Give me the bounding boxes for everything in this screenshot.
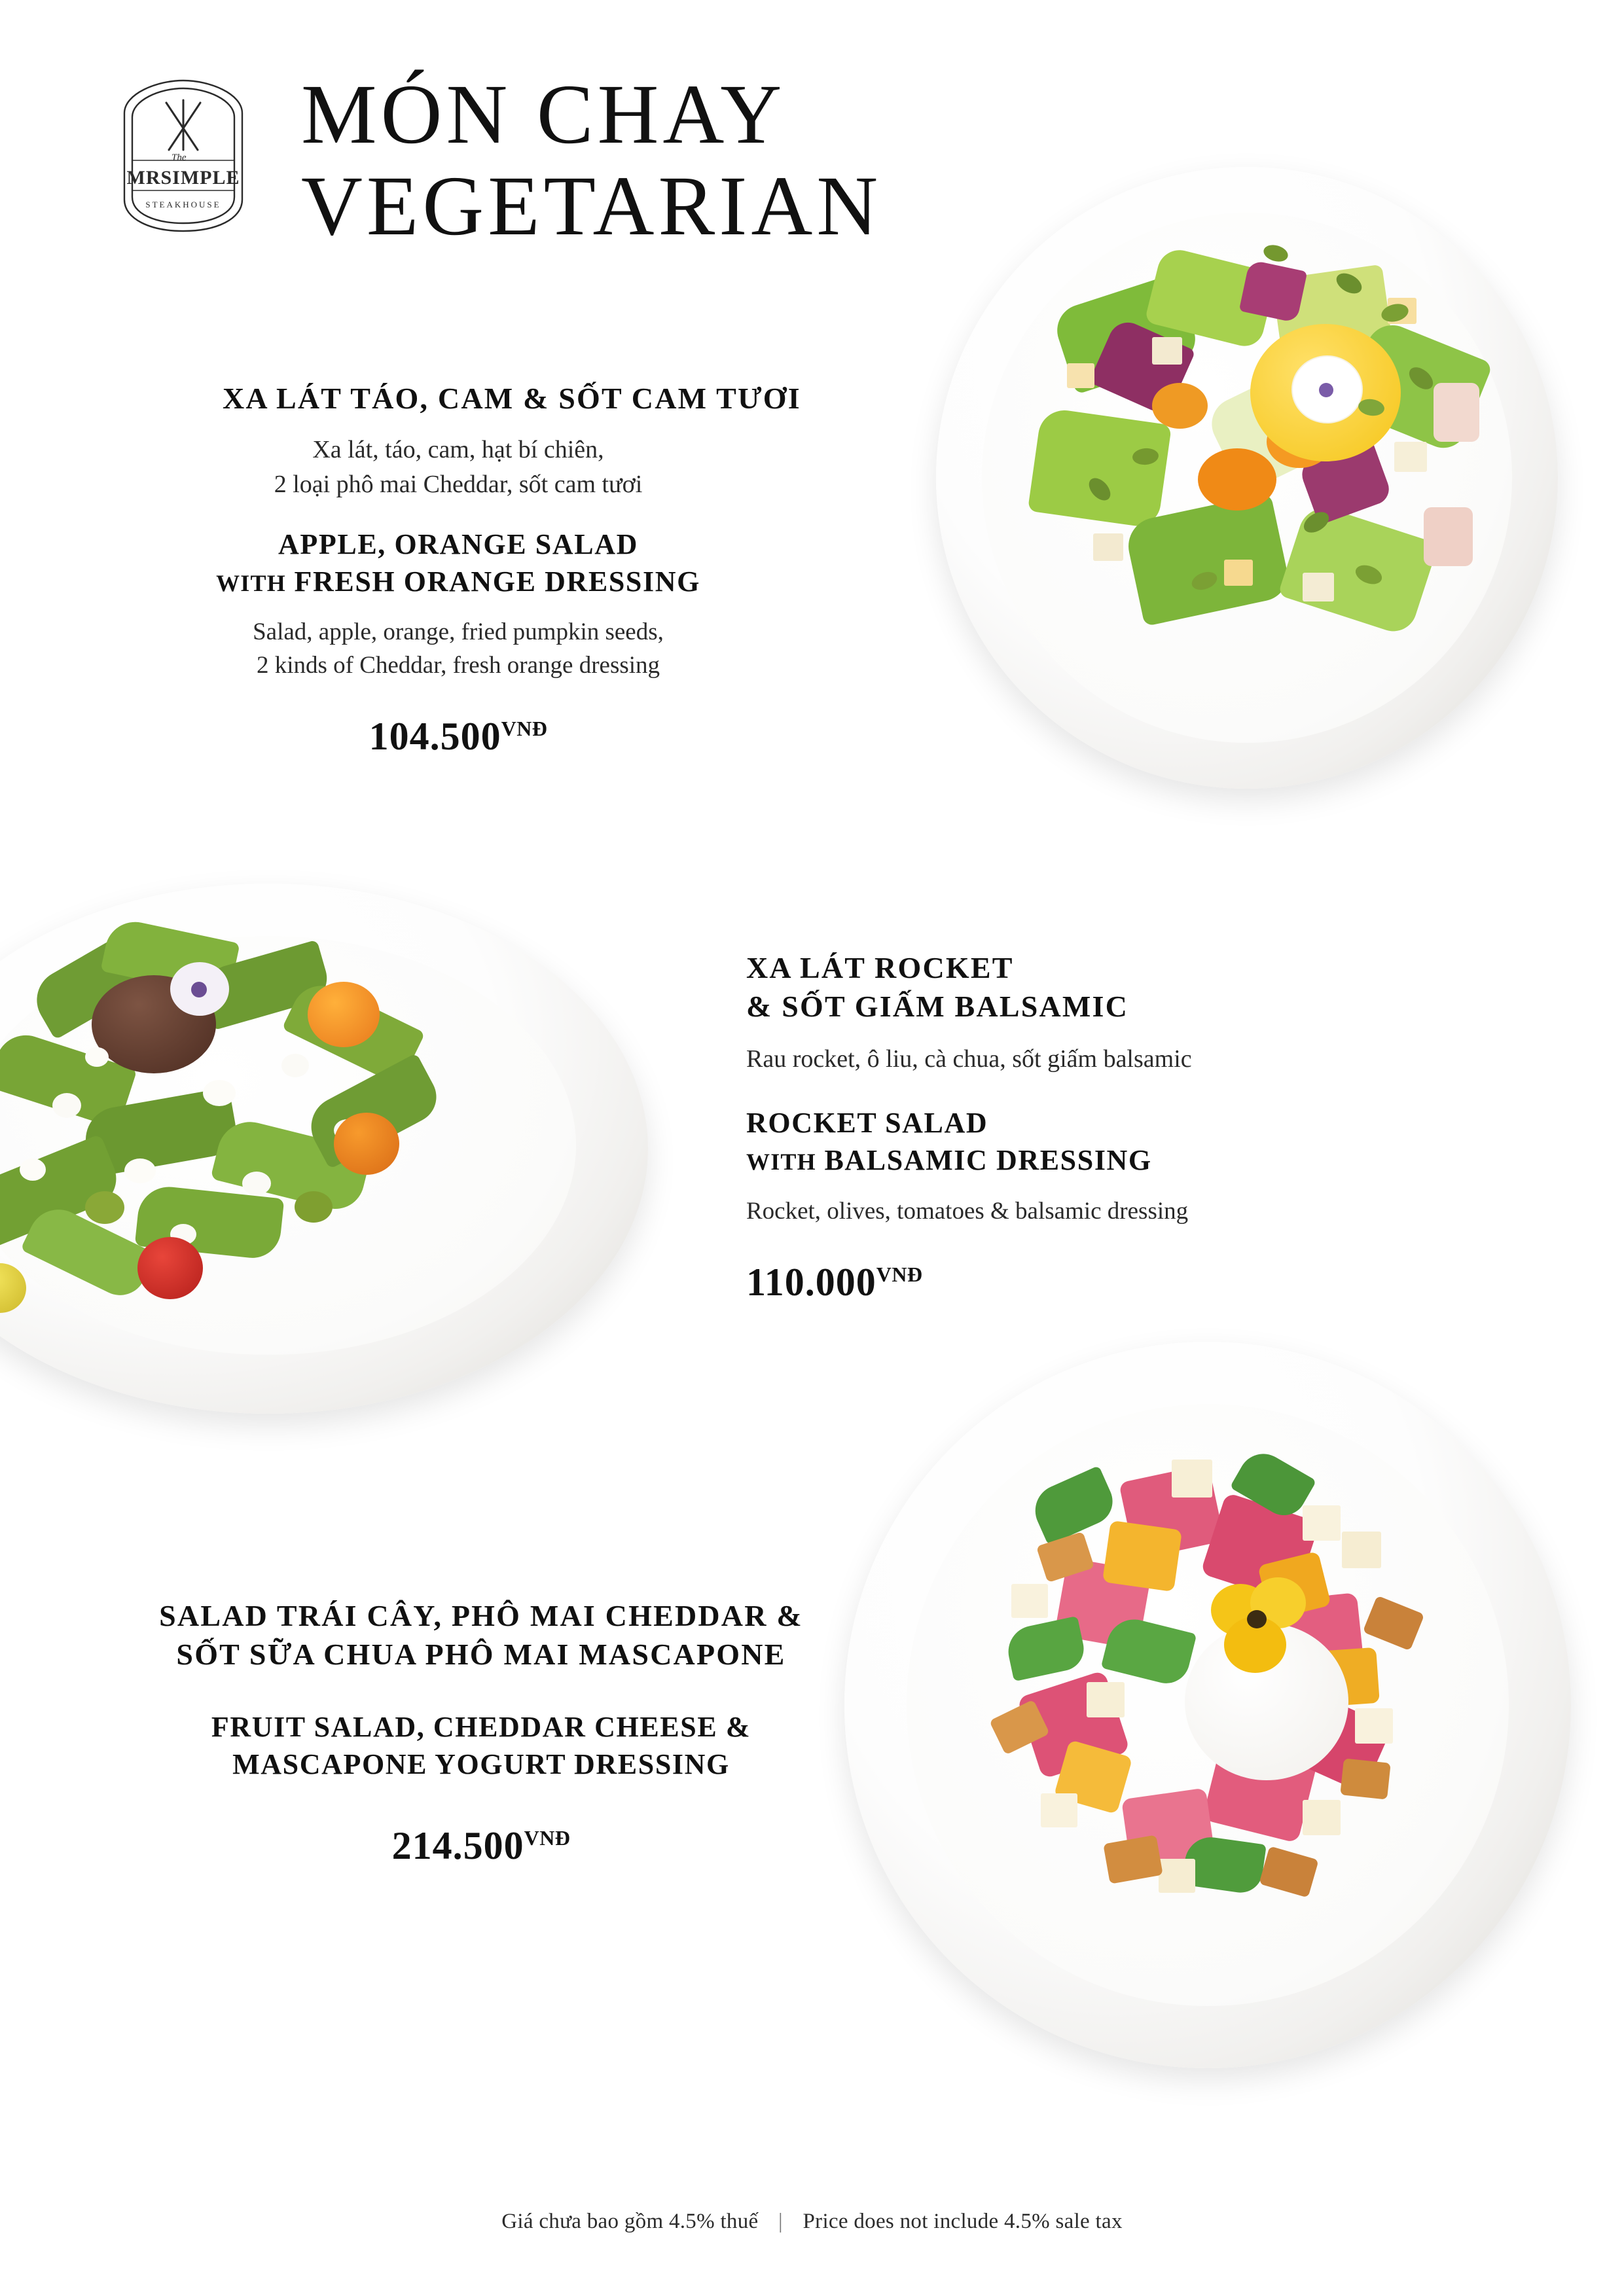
item3-price-value: 214.500 (391, 1824, 524, 1868)
item3-name-en-line2: MASCAPONE YOGURT DRESSING (232, 1748, 730, 1780)
item3-price (79, 1823, 884, 1869)
item1-price (98, 714, 916, 759)
logo-name-text: MRSIMPLE (126, 167, 240, 188)
dish-photo-fruit-salad (844, 1342, 1571, 2108)
item3-name-vi-line2: SỐT SỮA CHUA PHÔ MAI MASCAPONE (176, 1637, 786, 1671)
item2-desc-en: Rocket, olives, tomatoes & balsamic dressing (746, 1198, 1189, 1225)
item2-name-en-with: WITH (746, 1149, 816, 1175)
item3-price-currency: VNĐ (524, 1826, 571, 1850)
page-header (98, 62, 882, 259)
item3-name-en-line1: FRUIT SALAD, CHEDDAR CHEESE & (211, 1710, 751, 1743)
item3-name-en (79, 1708, 884, 1783)
item1-desc-en-line1: Salad, apple, orange, fried pumpkin seeds, (253, 618, 664, 645)
item3-name-vi-line1: SALAD TRÁI CÂY, PHÔ MAI CHEDDAR & (159, 1599, 803, 1632)
tax-note-en: Price does not include 4.5% sale tax (803, 2210, 1123, 2233)
tax-note-vi: Giá chưa bao gồm 4.5% thuế (501, 2210, 759, 2233)
item1-name-en-line1: APPLE, ORANGE SALAD (278, 528, 638, 561)
item1-desc-en (98, 615, 916, 683)
dish-photo-rocket-salad (0, 884, 674, 1427)
item1-desc-en-line2: 2 kinds of Cheddar, fresh orange dressing (256, 652, 660, 679)
restaurant-logo (98, 62, 268, 259)
item2-desc-vi: Rau rocket, ô liu, cà chua, sốt giấm balsamic (746, 1045, 1192, 1073)
item2-price-value: 110.000 (746, 1261, 876, 1304)
item2-name-en (746, 1104, 1499, 1179)
item2-name-en-line1: ROCKET SALAD (746, 1106, 988, 1139)
page-title-en: VEGETARIAN (301, 159, 882, 254)
item3-name-vi (79, 1597, 884, 1674)
item1-name-en (98, 526, 916, 600)
item1-desc-vi-line1: Xa lát, táo, cam, hạt bí chiên, (312, 435, 604, 463)
logo-script-text: The (171, 152, 187, 163)
item1-name-en-line2: FRESH ORANGE DRESSING (294, 565, 700, 598)
item1-desc-vi (98, 433, 916, 502)
item2-name-vi-line2: & SỐT GIẤM BALSAMIC (746, 989, 1129, 1023)
menu-item-rocket-salad (746, 949, 1499, 1305)
item2-name-vi-line1: XA LÁT ROCKET (746, 951, 1014, 984)
item1-desc-vi-line2: 2 loại phô mai Cheddar, sốt cam tươi (274, 471, 643, 499)
item2-price (746, 1260, 1499, 1305)
item2-name-en-line2: BALSAMIC DRESSING (824, 1144, 1152, 1177)
item1-price-value: 104.500 (369, 715, 501, 759)
item1-name-vi: XA LÁT TÁO, CAM & SỐT CAM TƯƠI (223, 382, 801, 415)
logo-sub-text: STEAKHOUSE (145, 200, 221, 209)
page-title-vi: MÓN CHAY (301, 67, 786, 162)
tax-note-footer (0, 2210, 1624, 2234)
menu-item-fruit-salad (79, 1597, 884, 1869)
footer-separator: | (778, 2210, 783, 2233)
page-title (301, 69, 882, 253)
item1-name-en-with: WITH (216, 570, 286, 597)
menu-item-apple-orange-salad (98, 380, 916, 759)
dish-photo-apple-orange-salad (936, 167, 1558, 795)
item1-price-currency: VNĐ (501, 717, 548, 741)
item2-name-vi (746, 949, 1499, 1026)
item2-price-currency: VNĐ (876, 1263, 923, 1287)
